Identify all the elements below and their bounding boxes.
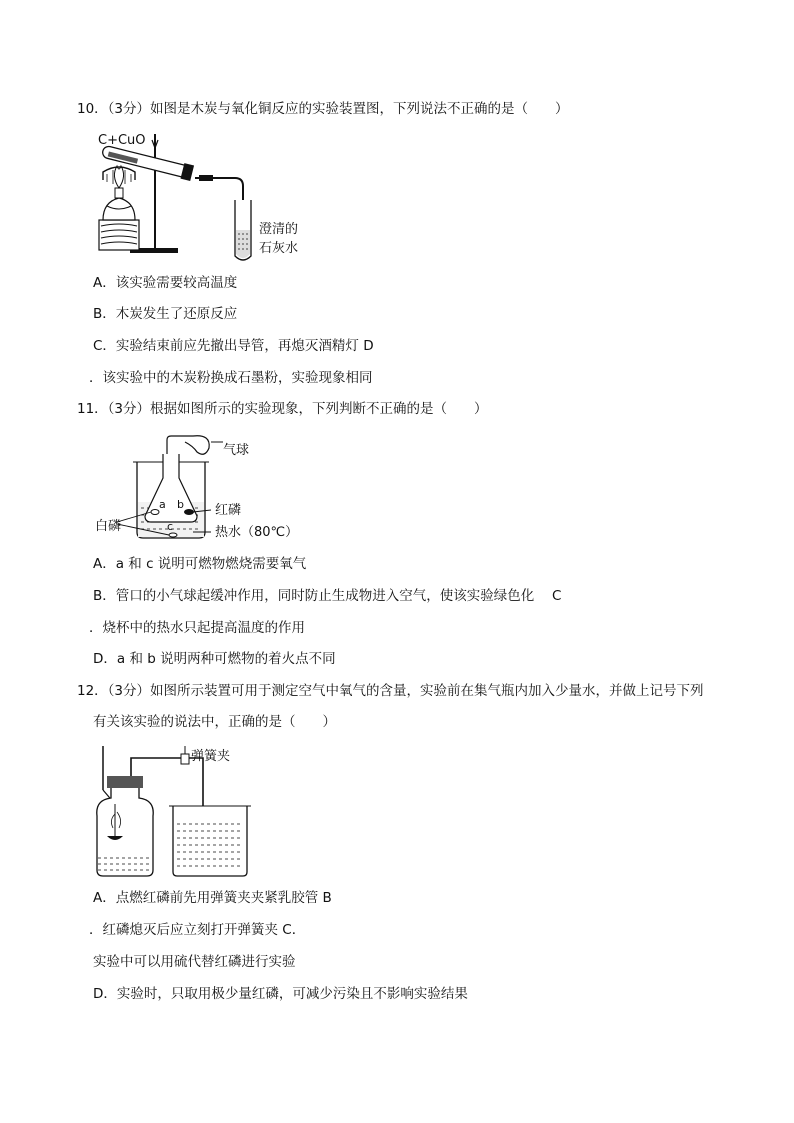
q12-option-c: 实验中可以用硫代替红磷进行实验 bbox=[93, 954, 296, 970]
oxygen-content-apparatus-icon bbox=[93, 740, 253, 880]
q12-option-b: ．红磷熄灭后应立刻打开弹簧夹 C． bbox=[89, 922, 306, 938]
q10-figure bbox=[95, 126, 325, 266]
q11-stem: 11．（3分）根据如图所示的实验现象，下列判断不正确的是（ ） bbox=[77, 401, 488, 417]
q11-point-a: a bbox=[159, 498, 166, 511]
q12-option-d: D．实验时，只取用极少量红磷，可减少污染且不影响实验结果 bbox=[93, 986, 468, 1002]
q12-stem-line1: 12．（3分）如图所示装置可用于测定空气中氧气的含量，实验前在集气瓶内加入少量水，并做上记号下列 bbox=[77, 683, 704, 699]
q12-figure bbox=[93, 740, 253, 880]
q11-figure bbox=[93, 432, 333, 544]
q10-stem: 10．（3分）如图是木炭与氧化铜反应的实验装置图，下列说法不正确的是（ ） bbox=[77, 101, 569, 117]
q11-option-d: D．a 和 b 说明两种可燃物的着火点不同 bbox=[93, 651, 336, 667]
q12-clamp-label: 弹簧夹 bbox=[191, 749, 231, 764]
q10-option-c: C．实验结束前应先撤出导管，再熄灭酒精灯 D bbox=[93, 338, 374, 354]
phosphorus-combustion-apparatus-icon bbox=[93, 432, 333, 544]
q11-white-phosphorus-label: 白磷 bbox=[95, 519, 122, 534]
q11-option-c: ．烧杯中的热水只起提高温度的作用 bbox=[89, 620, 305, 636]
q11-balloon-label: 气球 bbox=[223, 443, 250, 458]
q10-limewater-label-2: 石灰水 bbox=[259, 241, 299, 256]
charcoal-copper-oxide-apparatus-icon bbox=[95, 126, 325, 266]
q10-limewater-label-1: 澄清的 bbox=[259, 222, 299, 237]
q11-point-c: c bbox=[167, 520, 174, 533]
q12-option-a: A．点燃红磷前先用弹簧夹夹紧乳胶管 B bbox=[93, 890, 332, 906]
q11-red-phosphorus-label: 红磷 bbox=[215, 503, 242, 518]
q10-option-b: B．木炭发生了还原反应 bbox=[93, 306, 238, 322]
q10-reactants-label: C+CuO bbox=[98, 133, 146, 148]
q12-stem-line2: 有关该实验的说法中，正确的是（ ） bbox=[93, 714, 336, 730]
q11-point-b: b bbox=[177, 498, 184, 511]
q11-hot-water-label: 热水（80℃） bbox=[215, 525, 299, 540]
q10-option-d: ．该实验中的木炭粉换成石墨粉，实验现象相同 bbox=[89, 370, 373, 386]
q11-option-b: B．管口的小气球起缓冲作用，同时防止生成物进入空气，使该实验绿色化 C bbox=[93, 588, 562, 604]
q11-option-a: A．a 和 c 说明可燃物燃烧需要氧气 bbox=[93, 556, 307, 572]
q10-option-a: A．该实验需要较高温度 bbox=[93, 275, 238, 291]
